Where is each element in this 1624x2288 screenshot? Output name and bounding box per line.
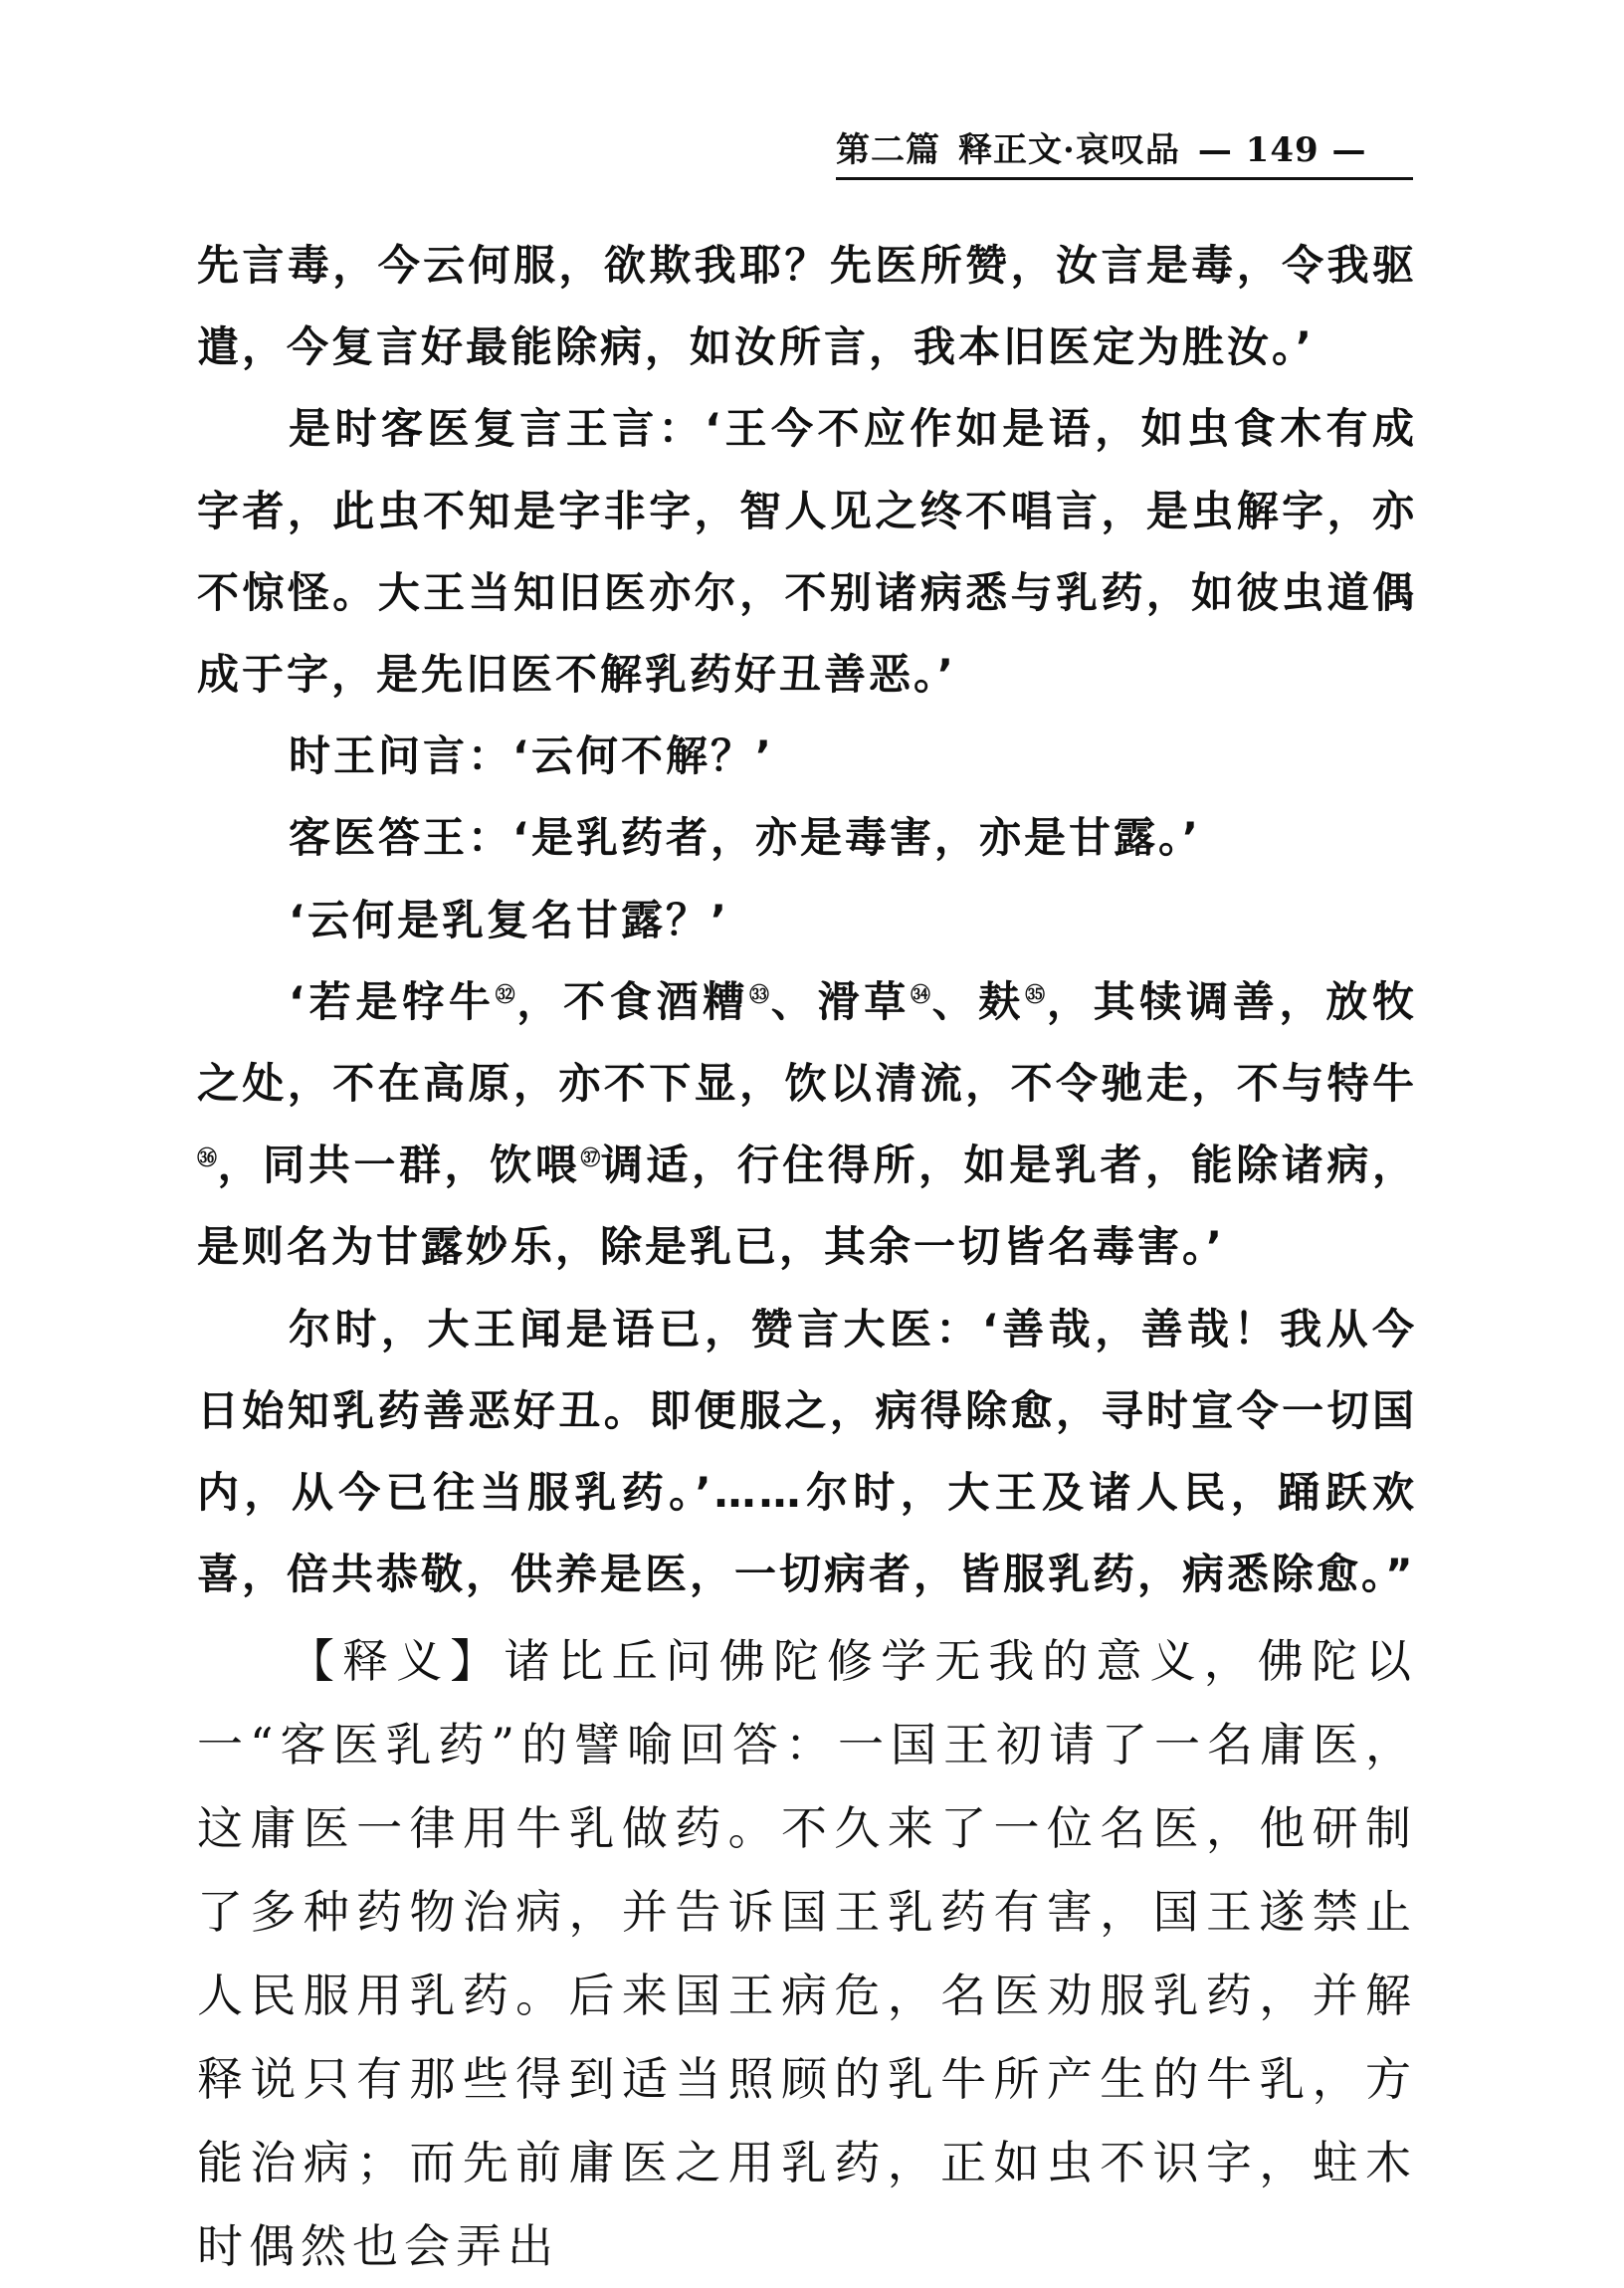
paragraph-2: 是时客医复言王言：‘王今不应作如是语，如虫食木有成字者，此虫不知是字非字，智人见之终不唱言，是虫解字，亦不惊怪。大王当知旧医亦尔，不别诸病悉与乳药，如彼虫道偶成于字，是先旧医不解乳药好丑善恶。’ <box>197 404 1417 700</box>
paragraph-6 <box>197 961 1417 1289</box>
header-chapter: 第二篇 <box>836 130 940 170</box>
p6-text-d: 、麸 <box>931 976 1026 1026</box>
footnote-ref: ㉝ <box>749 981 771 1006</box>
paragraph-3: 时王问言：‘云何不解？’ <box>289 731 774 781</box>
footnote-ref: ㉜ <box>495 981 517 1006</box>
p6-text-e: ，其犊调善，放牧之处，不在高原，亦不下显，饮以清流，不令驰走，不与特牛 <box>197 976 1417 1109</box>
paragraph-5: ‘云何是乳复名甘露？’ <box>289 895 729 944</box>
paragraph-7: 尔时，大王闻是语已，赞言大医：‘善哉，善哉！我从今日始知乳药善恶好丑。即便服之，病得除愈，寻时宣令一切国内，从今已往当服乳药。’……尔时，大王及诸人民，踊跃欢喜，倍共恭敬，供养是医，一切病者，皆服乳药，病悉除愈。” <box>197 1304 1417 1599</box>
p6-text-b: ，不食酒糟 <box>516 976 749 1026</box>
p6-text-a: ‘若是牸牛 <box>289 976 496 1026</box>
paragraph-1: 先言毒，今云何服，欲欺我耶？先医所赞，汝言是毒，令我驱遣，今复言好最能除病，如汝所言，我本旧医定为胜汝。’ <box>197 241 1417 372</box>
footnote-ref: ㊲ <box>580 1145 601 1170</box>
p6-text-c: 、滑草 <box>770 976 911 1026</box>
p6-text-g: 调适，行住得所，如是乳者，能除诸病，是则名为甘露妙乐，除是乳已，其余一切皆名毒害。’ <box>197 1141 1417 1272</box>
page-number: — 149 — <box>1197 130 1367 170</box>
footnote-ref: ㉟ <box>1025 981 1047 1006</box>
explanation-paragraph: 【释义】诸比丘问佛陀修学无我的意义，佛陀以一“客医乳药”的譬喻回答：一国王初请了一名庸医，这庸医一律用牛乳做药。不久来了一位名医，他研制了多种药物治病，并告诉国王乳药有害，国王遂禁止人民服用乳药。后来国王病危，名医劝服乳药，并解释说只有那些得到适当照顾的乳牛所产生的牛乳，方能治病；而先前庸医之用乳药，正如虫不识字，蛀木时偶然也会弄出 <box>197 1634 1417 2274</box>
page-body <box>197 225 1417 2288</box>
running-header <box>836 123 1413 180</box>
paragraph-4: 客医答王：‘是乳药者，亦是毒害，亦是甘露。’ <box>289 813 1201 863</box>
header-section: 释正文·哀叹品 <box>958 130 1180 170</box>
p6-text-f: ，同共一群，饮喂 <box>217 1141 581 1190</box>
footnote-ref: ㊱ <box>197 1145 218 1170</box>
footnote-ref: ㉞ <box>910 981 932 1006</box>
